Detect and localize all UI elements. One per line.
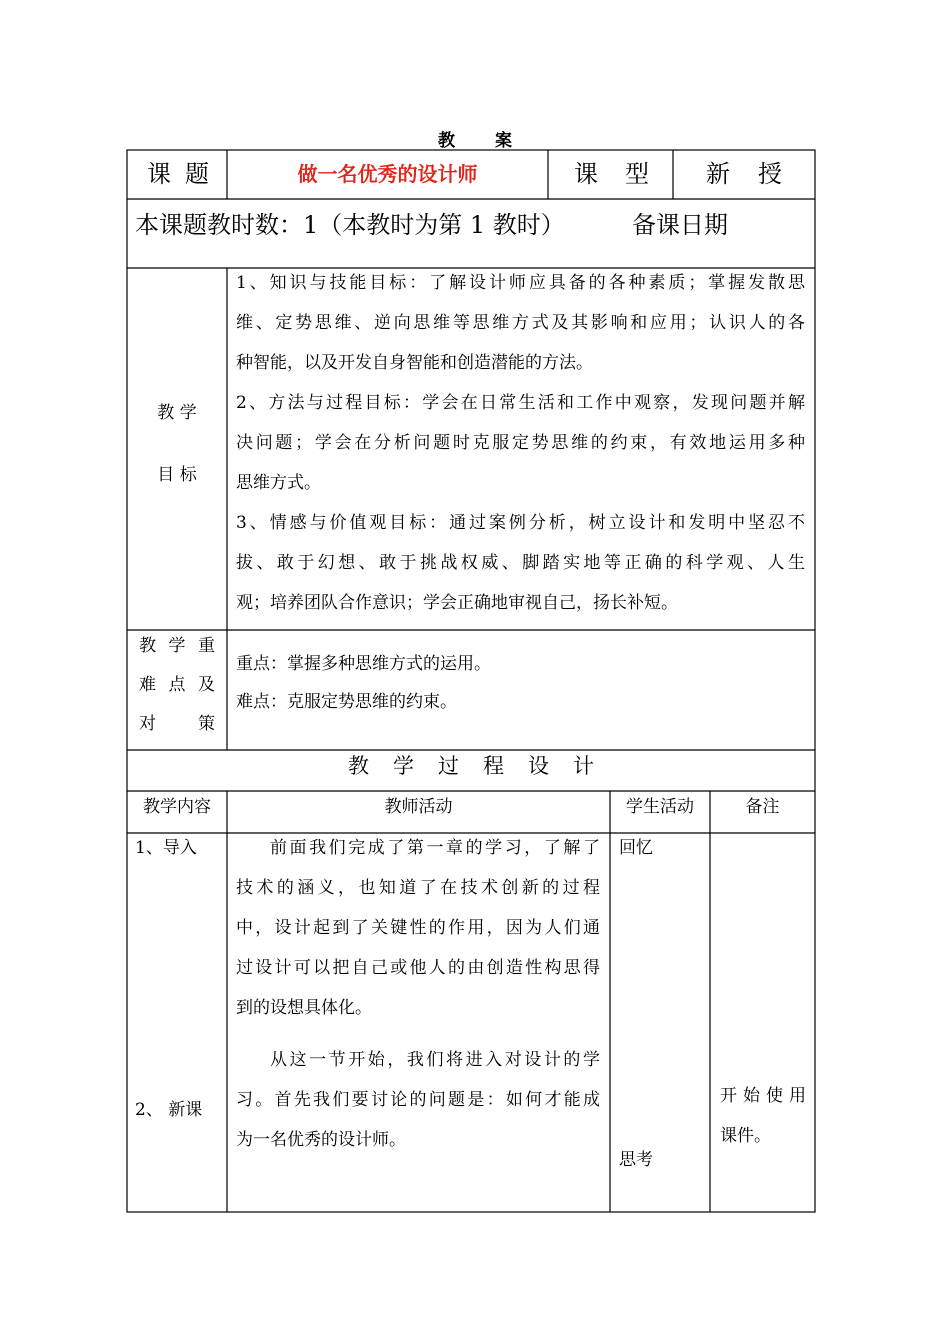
teacher-line: 到的设想具体化。 [236, 998, 372, 1018]
objective-line: 种智能，以及开发自身智能和创造潜能的方法。 [236, 353, 593, 373]
teacher-line: 过设计可以把自己或他人的由创造性构思得 [236, 958, 600, 978]
objectives-text [236, 263, 805, 623]
key-point-line: 重点：掌握多种思维方式的运用。 [236, 654, 491, 674]
objective-line: 观；培养团队合作意识；学会正确地审视自己，扬长补短。 [236, 593, 678, 613]
header-teacher: 教师活动 [384, 797, 453, 817]
objective-line: 决问题；学会在分析问题时克服定势思维的约束，有效地运用多种 [236, 433, 805, 453]
type-label: 课 型 [574, 160, 649, 188]
objective-line: 拔、敢于幻想、敢于挑战权威、脚踏实地等正确的科学观、人生 [236, 553, 805, 573]
content-intro: 1、导入 [135, 838, 197, 858]
content-new-lesson: 2、 新课 [135, 1100, 203, 1120]
header-student: 学生活动 [626, 797, 694, 817]
prep-date-label: 备课日期 [632, 211, 728, 239]
objectives-label: 教 学 目 标 [157, 403, 197, 485]
process-design-title: 教 学 过 程 设 计 [348, 754, 594, 778]
document-title: 教 案 [438, 131, 512, 151]
objective-line: 1、知识与技能目标：了解设计师应具备的各种素质；掌握发散思 [236, 273, 805, 293]
header-remarks: 备注 [745, 797, 780, 817]
header-content: 教学内容 [143, 797, 211, 817]
lesson-title: 做一名优秀的设计师 [297, 162, 478, 186]
teacher-line: 习。首先我们要讨论的问题是：如何才能成 [236, 1090, 600, 1110]
remarks-text: 开始使用 课件。 [720, 1086, 806, 1146]
key-points-label: 教学重 难点及 对 策 [139, 636, 215, 734]
objective-line: 3、情感与价值观目标：通过案例分析，树立设计和发明中坚忍不 [236, 513, 805, 533]
key-point-line: 难点：克服定势思维的约束。 [236, 692, 457, 712]
teaching-hours: 本课题教时数：1（本教时为第 1 教时） [135, 211, 565, 239]
teacher-line: 中，设计起到了关键性的作用，因为人们通 [236, 918, 600, 938]
subject-label: 课 题 [147, 160, 209, 188]
teacher-line: 为一名优秀的设计师。 [236, 1130, 406, 1150]
teacher-line: 技术的涵义，也知道了在技术创新的过程 [236, 878, 600, 898]
objective-line: 2、方法与过程目标：学会在日常生活和工作中观察，发现问题并解 [236, 393, 805, 413]
objective-line: 维、定势思维、逆向思维等思维方式及其影响和应用；认识人的各 [236, 313, 805, 333]
teacher-line: 前面我们完成了第一章的学习，了解了 [270, 838, 600, 858]
teacher-line: 从这一节开始，我们将进入对设计的学 [270, 1050, 600, 1070]
type-value: 新 授 [706, 160, 782, 188]
objective-line: 思维方式。 [236, 473, 321, 493]
student-think: 思考 [619, 1150, 653, 1170]
key-points-text [236, 645, 805, 721]
student-recall: 回忆 [619, 838, 653, 858]
teacher-activity [236, 828, 600, 1160]
